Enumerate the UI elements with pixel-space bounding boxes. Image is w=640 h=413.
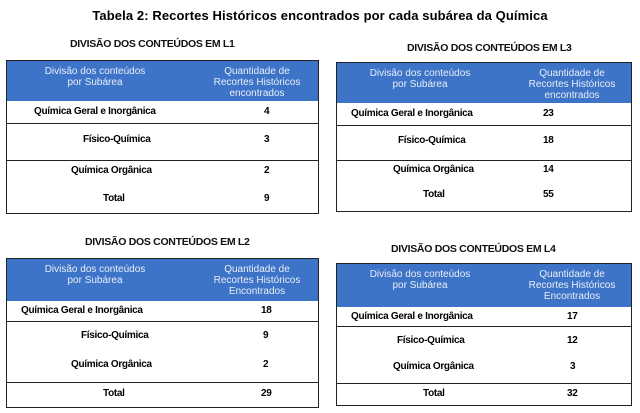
header-col-division [345,269,495,291]
table-row [7,101,318,124]
header-col-division [15,264,175,286]
row-value: 12 [567,335,578,346]
table-row [337,103,631,126]
table-row [7,322,318,382]
table-l4 [336,263,632,406]
table-title-l1: DIVISÃO DOS CONTEÚDOS EM L1 [70,38,235,50]
table-header [337,63,631,103]
row-label: Química Geral e Inorgânica [351,108,473,119]
header-col-division-line1: Divisão dos conteúdos [369,68,471,79]
row-value: 17 [567,311,578,322]
total-value: 29 [261,388,272,399]
header-col-quantity-line1: Quantidade de [224,66,290,77]
table-l2 [6,258,319,408]
header-col-division-line1: Divisão dos conteúdos [44,264,146,275]
header-col-quantity [197,264,317,297]
row-value: 3 [264,134,270,145]
table-l3 [336,62,632,212]
row-value: 14 [543,164,554,175]
total-value: 32 [567,388,578,399]
table-caption: Tabela 2: Recortes Históricos encontrados por cada subárea da Química [92,8,548,23]
row-value: 4 [264,106,270,117]
row-label: Físico-Química [397,335,465,346]
table-header [7,61,318,101]
header-col-quantity-line3: encontrados [544,90,600,101]
row-value: 18 [543,135,554,146]
table-row [7,161,318,213]
table-title-l2: DIVISÃO DOS CONTEÚDOS EM L2 [85,236,250,248]
row-label: Química Orgânica [71,359,152,370]
row-value: 23 [543,108,554,119]
total-label: Total [423,189,445,200]
row-label: Química Geral e Inorgânica [351,311,473,322]
row-value: 18 [261,305,272,316]
row-label: Química Orgânica [393,164,474,175]
table-header [337,264,631,307]
header-col-quantity-line1: Quantidade de [539,269,605,280]
header-col-division [345,68,495,90]
row-value: 2 [264,165,270,176]
header-col-quantity-line2: Recortes Históricos [213,275,301,286]
table-row [337,327,631,383]
header-col-division-line2: por Subárea [67,275,123,286]
row-value: 2 [263,359,269,370]
header-col-quantity-line1: Quantidade de [539,68,605,79]
table-title-l4: DIVISÃO DOS CONTEÚDOS EM L4 [391,243,556,255]
table-row [7,301,318,322]
total-value: 55 [543,189,554,200]
header-col-quantity [513,68,631,101]
row-label: Físico-Química [398,135,466,146]
header-col-quantity-line3: Encontrados [543,291,601,302]
total-label: Total [103,388,125,399]
table-row [7,124,318,161]
total-value: 9 [264,193,270,204]
row-value: 9 [263,330,269,341]
table-row [337,383,631,405]
header-col-quantity-line2: Recortes Históricos [528,280,616,291]
total-label: Total [103,193,125,204]
row-label: Química Geral e Inorgânica [21,305,143,316]
row-label: Química Orgânica [393,361,474,372]
total-label: Total [423,388,445,399]
row-label: Química Geral e Inorgânica [34,106,156,117]
header-col-quantity-line1: Quantidade de [224,264,290,275]
row-label: Físico-Química [81,330,149,341]
header-col-quantity [197,66,317,99]
header-col-quantity-line2: Recortes Históricos [528,79,616,90]
header-col-division-line1: Divisão dos conteúdos [44,66,146,77]
header-col-division-line2: por Subárea [67,77,123,88]
row-label: Química Orgânica [71,165,152,176]
table-title-l3: DIVISÃO DOS CONTEÚDOS EM L3 [407,42,572,54]
table-row [337,161,631,211]
row-label: Físico-Química [83,134,151,145]
header-col-quantity [513,269,631,302]
header-col-quantity-line3: Encontrados [228,286,286,297]
header-col-division-line2: por Subárea [392,280,448,291]
header-col-division [15,66,175,88]
table-header [7,259,318,301]
header-col-division-line1: Divisão dos conteúdos [369,269,471,280]
table-row [7,382,318,407]
table-row [337,307,631,327]
table-row [337,126,631,161]
header-col-quantity-line2: Recortes Históricos [213,77,301,88]
header-col-division-line2: por Subárea [392,79,448,90]
row-value: 3 [570,361,576,372]
table-l1 [6,60,319,214]
header-col-quantity-line3: encontrados [229,88,285,99]
